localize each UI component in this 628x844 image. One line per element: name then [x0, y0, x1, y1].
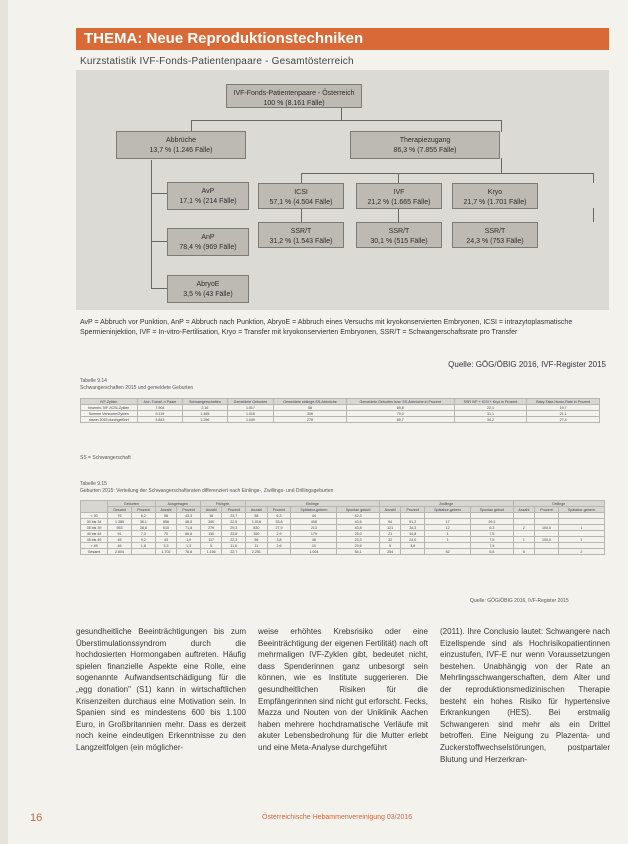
table2-cell: 2 [513, 525, 535, 531]
table1-cell: 2.16 [183, 405, 227, 411]
table2-number: Tabelle 9.15 [80, 481, 107, 487]
table2-cell: 1,3 [177, 543, 201, 549]
node-ssrt-icsi [258, 222, 344, 248]
table2-sub-header: Anzahl [155, 507, 177, 513]
table2-cell: 953 [108, 525, 132, 531]
table2-cell: 9,2 [132, 537, 156, 543]
table2-cell [132, 549, 156, 555]
table2-cell: 7,5 [471, 531, 513, 537]
table2 [80, 500, 605, 555]
table2-cell: 32 [379, 537, 401, 543]
table2-cell: 46 [291, 537, 337, 543]
node-ssrt-ivf [356, 222, 442, 248]
table1-cell: 58 [274, 405, 346, 411]
table2-cell: 45 [108, 537, 132, 543]
node-therapie-value: 86,3 % (7.855 Fälle) [393, 147, 457, 154]
table1-row [81, 417, 600, 423]
table2-cell: 1 [425, 531, 471, 537]
table1-cell: 278 [274, 417, 346, 423]
table2-cell: 43,3 [177, 513, 201, 519]
node-ivf-label: IVF [393, 189, 405, 196]
table2-cell: 6,3 [267, 513, 291, 519]
table2-group-header: Ausgetragen [155, 501, 200, 507]
table2-sub-header: Anzahl [200, 507, 222, 513]
table2-cell: 1.702 [155, 549, 177, 555]
table2-cell: 340 [200, 519, 222, 525]
table1-cell: 5.119 [137, 411, 183, 417]
table1 [80, 398, 600, 423]
table2-cell: 7,5 [471, 537, 513, 543]
table2-cell: 1 [425, 537, 471, 543]
table2-cell: 23,6 [337, 543, 379, 549]
table2-cell: 44,8 [401, 531, 425, 537]
table2-cell [267, 549, 291, 555]
table2-cell: 17 [425, 519, 471, 525]
table2-cell: 24,0 [401, 537, 425, 543]
table2-cell: 254 [379, 549, 401, 555]
node-ivf-value: 21,2 % (1.665 Fälle) [367, 199, 431, 206]
table2-caption [80, 481, 333, 495]
table1-cell: 306 [274, 411, 346, 417]
table2-cell: 213 [291, 525, 337, 531]
table2-cell: 22,5 [222, 519, 246, 525]
table2-cell: 58 [155, 513, 177, 519]
table2-cell: 29,3 [471, 519, 513, 525]
node-avp [167, 182, 249, 210]
table2-cell: 1 [558, 525, 604, 531]
table2-cell: 1.385 [108, 519, 132, 525]
table1-cell: 19,7 [527, 405, 600, 411]
table2-cell: 3,8 [401, 543, 425, 549]
node-kryo [452, 183, 538, 209]
table2-cell: 5,8 [471, 549, 513, 555]
table2-note: Quelle: GÖG/ÖBIG 2016, IVF-Register 2015 [470, 598, 569, 604]
node-icsi-label: ICSI [294, 189, 308, 196]
table2-cell: 408 [291, 519, 337, 525]
table2-cell: 33,8 [267, 519, 291, 525]
table2-cell: 1 [513, 537, 535, 543]
table2-cell: 121 [379, 525, 401, 531]
table2-cell: 43,5 [337, 519, 379, 525]
table1-cell: 3.843 [137, 417, 183, 423]
table2-sub-header: Spätabor-gebern [291, 507, 337, 513]
table2-row [81, 549, 605, 555]
table1-header-cell: Schwangerschaften [183, 399, 227, 405]
node-therapie-label: Therapiezugang [399, 137, 451, 144]
table2-cell: 71,8 [177, 525, 201, 531]
table2-sub-header: Prozent [267, 507, 291, 513]
table1-cell: 1.517 [227, 405, 274, 411]
table2-cell: 2,9 [267, 531, 291, 537]
table1-title: Schwangerschaften 2015 und gemeldete Geburten [80, 385, 194, 391]
table2-cell: 40 bis 44 [81, 531, 108, 537]
table2-sub-header: Spätabor-gebern [558, 507, 604, 513]
table2-cell: 43 [155, 537, 177, 543]
table2-cell: 179 [291, 531, 337, 537]
table2-sub-header: Spontan geburt [337, 507, 379, 513]
table2-cell: 12 [425, 525, 471, 531]
node-abryoe-value: 3,5 % (43 Fälle) [183, 291, 233, 298]
table2-cell: 52 [425, 549, 471, 555]
page-number: 16 [30, 812, 43, 824]
table2-sub-header: Anzahl [246, 507, 268, 513]
table2-cell: 856 [155, 519, 177, 525]
table2-cell: 25,0 [337, 531, 379, 537]
node-root-label: IVF-Fonds-Patientenpaare - Österreich [233, 90, 355, 97]
table2-cell: 94 [379, 519, 401, 525]
table2-cell: 44 [291, 513, 337, 519]
node-icsi [258, 183, 344, 209]
table1-header-cell: Gemeldete einlinge-SS-Abbrüche [274, 399, 346, 405]
table2-cell: 42,3 [337, 513, 379, 519]
table2-cell: 45 bis 49 [81, 537, 108, 543]
page-footer: Österreichische Hebammenvereinigung 03/2016 [262, 814, 413, 821]
table2-cell: 1,8 [132, 543, 156, 549]
table2-cell: 35 bis 39 [81, 525, 108, 531]
table2-cell: 2.604 [108, 549, 132, 555]
table2-cell: 100,0 [535, 537, 559, 543]
table2-cell: 10 [291, 543, 337, 549]
diagram-source: Quelle: GÖG/ÖBIG 2016, IVF-Register 2015 [448, 360, 606, 369]
table1-cell: Insemin. IVF-/ICSI-Zyklen [81, 405, 138, 411]
table2-cell: 58 [246, 513, 268, 519]
table2-cell: < 30 [81, 513, 108, 519]
table1-note: SS = Schwangerschaft [80, 455, 131, 461]
table2-sub-header: Prozent [222, 507, 246, 513]
table2-cell: 615 [155, 525, 177, 531]
table2-group-header: Zwillinge [379, 501, 513, 507]
table2-cell: 56 [246, 537, 268, 543]
table2-cell: 18 [200, 513, 222, 519]
node-abryoe-label: AbryoE [196, 281, 220, 288]
flow-diagram [76, 70, 609, 310]
text-column-3: (2011). Ihre Conclusio lautet: Schwangere nach Eizellspende sind als Hochrisikopatientinnen einzustufen, IVF-E nur wenn Voraussetzungen bestehen. Unabhängig von der Rate an Mehrlingsschwangerschaften, dem Alter und der reproduktionsmedizinischen Therapie besteht ein hohes Risiko für hypertensive Erkrankungen (HES). Bei erstmalig Schwangeren sind mehr als ein Drittel betroffen. Eine Neigung zu Plazenta- und Zuckerstoffwechselstörungen, postpartaler Blutung und Herzerkran- [440, 627, 610, 764]
table2-header-corner [81, 501, 108, 513]
table1-cell: 69,8 [346, 405, 454, 411]
text-column-2: weise erhöhtes Krebsrisiko oder eine Beeinträchtigung der eigenen Fertilität) nach oft mehrmaligen IVF-Zyklen gibt, bedeutet nicht, dass Spenderinnen ganz unbesorgt sein können, wie es Institute suggerieren. Die gesundheitlichen Risiken für die Empfängerinnen sind nicht gut erforscht. Fecks, Mazza und Nouten von der Uniklinik Aachen haben mehrere hochdramatische Verläufe mit akuter Lebensbedrohung für die Mutter erlebt und eine Meta-Analyse durchgeführt [258, 627, 428, 752]
table2-cell: 117 [200, 537, 222, 543]
table2-cell: 2 [558, 549, 604, 555]
table1-cell: Summe Versuche/Zyklen [81, 411, 138, 417]
table1-header-cell: Baby-Take-Home-Rate in Prozent [527, 399, 600, 405]
table1-header-cell: Gemeldete Geburten bzw. SS-Abbrüche in Prozent [346, 399, 454, 405]
table2-sub-header: Spätabor-gebern [425, 507, 471, 513]
table2-group-header: Einlinge [246, 501, 380, 507]
table2-cell: 3,8 [267, 537, 291, 543]
table2-cell: 11 [246, 543, 268, 549]
table1-number: Tabelle 9.14 [80, 378, 107, 384]
table2-cell: 43,8 [337, 525, 379, 531]
table2-cell: 1.018 [246, 519, 268, 525]
table2-sub-header: Spontan geburt [471, 507, 513, 513]
text-column-1: gesundheitliche Beeinträchtigungen bis zum Überstimulationssyndrom durch die hochdosierten Hormongaben auftreten. Häufig spielen finanzielle Aspekte eine Rolle, eine sogenannte Aufwandsentschädigung für die „egg donation" (S1) kann in wirtschaftlichen Krisenzeiten durchaus eine Motivation sein. In Spanien sind es mindestens 600 bis 1.100 Euro, in Großbritannien mehr. Dass es derzeit noch keine eindeutigen Erkenntnisse zu den Langzeitfolgen (ein möglicher- [76, 627, 246, 752]
table1-cell: 1.465 [183, 411, 227, 417]
table2-sub-header: Prozent [132, 507, 156, 513]
table2-sub-header: Prozent [177, 507, 201, 513]
table1-cell: 70,0 [346, 411, 454, 417]
table1-header-cell: SSR IVF + ICSI + Kryo in Prozent [454, 399, 527, 405]
table1-cell: 1.016 [227, 411, 274, 417]
node-ivf [356, 183, 442, 209]
node-kryo-label: Kryo [487, 189, 503, 196]
table2-cell: 1.156 [200, 549, 222, 555]
node-ssrt-kryo-value: 24,3 % (753 Fälle) [466, 238, 524, 245]
node-kryo-value: 21,7 % (1.701 Fälle) [463, 199, 527, 206]
table2-group-header: Frühgeb. [200, 501, 245, 507]
node-ssrt-ivf-label: SSR/T [388, 228, 410, 235]
table1-cell: 22,1 [454, 405, 527, 411]
node-ssrt-ivf-value: 30,1 % (515 Fälle) [370, 238, 428, 245]
diagram-legend: AvP = Abbruch vor Punktion, AnP = Abbruch nach Punktion, AbryoE = Abbruch eines Versuchs mit kryokonservierten Embryonen, ICSI = intrazytoplasmatische Spermieninjektion, IVF = In-vitro-Fertilisation, Kryo = Transfer mit kryokonservierten Embryonen, SSR/T = Schwangerschaftsrate pro Transfer [80, 319, 573, 336]
table2-cell: 100,0 [535, 525, 559, 531]
table1-header-cell: Anz. Transf. n Paare [137, 399, 183, 405]
node-abryoe [167, 275, 249, 303]
table2-cell: Gesamt [81, 549, 108, 555]
table2-cell [401, 549, 425, 555]
table2-cell: 34,3 [401, 525, 425, 531]
table1-cell: 1.049 [227, 417, 274, 423]
node-icsi-value: 57,1 % (4.504 Fälle) [269, 199, 333, 206]
table2-sub-header: Anzahl [379, 507, 401, 513]
table2-cell: 91 [108, 531, 132, 537]
node-abbrueche [116, 131, 246, 159]
node-ssrt-kryo-label: SSR/T [484, 228, 506, 235]
page-edge [0, 0, 8, 844]
table2-cell: 76 [108, 513, 132, 519]
table1-header-cell: Gemeldete Geburten [227, 399, 274, 405]
page-subtitle: Kurzstatistik IVF-Fonds-Patientenpaare - Gesamtösterreich [80, 56, 354, 67]
table1-cell: davon 2015 durchgeführt [81, 417, 138, 423]
table1-cell: 1.296 [183, 417, 227, 423]
table2-cell: 1,9 [177, 537, 201, 543]
table2-cell: 51,2 [401, 519, 425, 525]
table2-cell: 22,7 [222, 549, 246, 555]
table2-cell: 54,1 [337, 549, 379, 555]
table2-group-header: Geburten [108, 501, 156, 507]
table2-cell: > 49 [81, 543, 108, 549]
node-anp [167, 228, 249, 256]
node-ssrt-icsi-value: 31,2 % (1.543 Fälle) [269, 238, 333, 245]
table2-cell: 2,6 [267, 543, 291, 549]
table2-cell: 76,8 [177, 549, 201, 555]
table2-cell: 7,3 [132, 531, 156, 537]
page-title: THEMA: Neue Reproduktionstechniken [76, 28, 609, 50]
node-therapiezugang [350, 131, 500, 159]
table1-cell: 31,1 [454, 411, 527, 417]
table2-cell: 2.251 [246, 549, 268, 555]
table2-group-header: Drillinge [513, 501, 604, 507]
table1-cell: 21,1 [527, 411, 600, 417]
table2-cell: 3,3 [155, 543, 177, 549]
table1-header-cell: IVF-Zyklen [81, 399, 138, 405]
table2-cell: 29,3 [222, 525, 246, 531]
table2-cell: 22,3 [222, 537, 246, 543]
node-avp-value: 17,1 % (214 Fälle) [179, 198, 237, 205]
table2-cell: 23,7 [222, 513, 246, 519]
table2-cell [535, 549, 559, 555]
table2-cell: 30 bis 34 [81, 519, 108, 525]
table2-cell: 6,3 [471, 525, 513, 531]
table2-cell: 23,8 [222, 531, 246, 537]
table1-cell: 7.904 [137, 405, 183, 411]
table2-cell: 66,6 [177, 531, 201, 537]
table2-sub-header: Prozent [401, 507, 425, 513]
node-abbrueche-label: Abbrüche [166, 137, 196, 144]
node-avp-label: AvP [201, 188, 215, 195]
table2-cell: 23,3 [337, 537, 379, 543]
table2-cell: 5 [513, 549, 535, 555]
table2-cell: 6,2 [132, 513, 156, 519]
table1-cell: 27,4 [527, 417, 600, 423]
node-anp-value: 78,4 % (969 Fälle) [179, 244, 237, 251]
table2-cell: 1.004 [291, 549, 337, 555]
table2-cell: 830 [246, 525, 268, 531]
table1-cell: 80,7 [346, 417, 454, 423]
node-root [226, 84, 362, 108]
table2-cell: 5 [200, 543, 222, 549]
table2-cell: 279 [200, 525, 222, 531]
table2-sub-header: Prozent [535, 507, 559, 513]
node-abbrueche-value: 13,7 % (1.246 Fälle) [149, 147, 213, 154]
table1-cell: 34,2 [454, 417, 527, 423]
node-ssrt-icsi-label: SSR/T [290, 228, 312, 235]
table2-cell: 70 [155, 531, 177, 537]
table2-cell: 7,5 [471, 543, 513, 549]
table2-cell: 21 [379, 531, 401, 537]
table2-sub-header: Gesamt [108, 507, 132, 513]
table2-title: Geburten 2015: Verteilung der Schwangerschaftsraten differenziert nach Einlinge-, Zwillings- und Drillingsgeburten [80, 488, 334, 494]
table2-cell: 130 [200, 531, 222, 537]
table2-cell: 1 [558, 537, 604, 543]
table2-cell: 48,5 [177, 519, 201, 525]
node-root-value: 100 % (8.161 Fälle) [263, 100, 325, 107]
node-ssrt-kryo [452, 222, 538, 248]
table2-cell: 27,9 [267, 525, 291, 531]
table2-cell: 11,6 [222, 543, 246, 549]
table2-cell: 46 [108, 543, 132, 549]
table1-caption [80, 378, 193, 392]
table2-cell: 5 [379, 543, 401, 549]
table2-cell: 350 [246, 531, 268, 537]
table2-cell: 36,1 [132, 519, 156, 525]
node-anp-label: AnP [201, 234, 215, 241]
table2-cell: 38,8 [132, 525, 156, 531]
table2-sub-header: Anzahl [513, 507, 535, 513]
